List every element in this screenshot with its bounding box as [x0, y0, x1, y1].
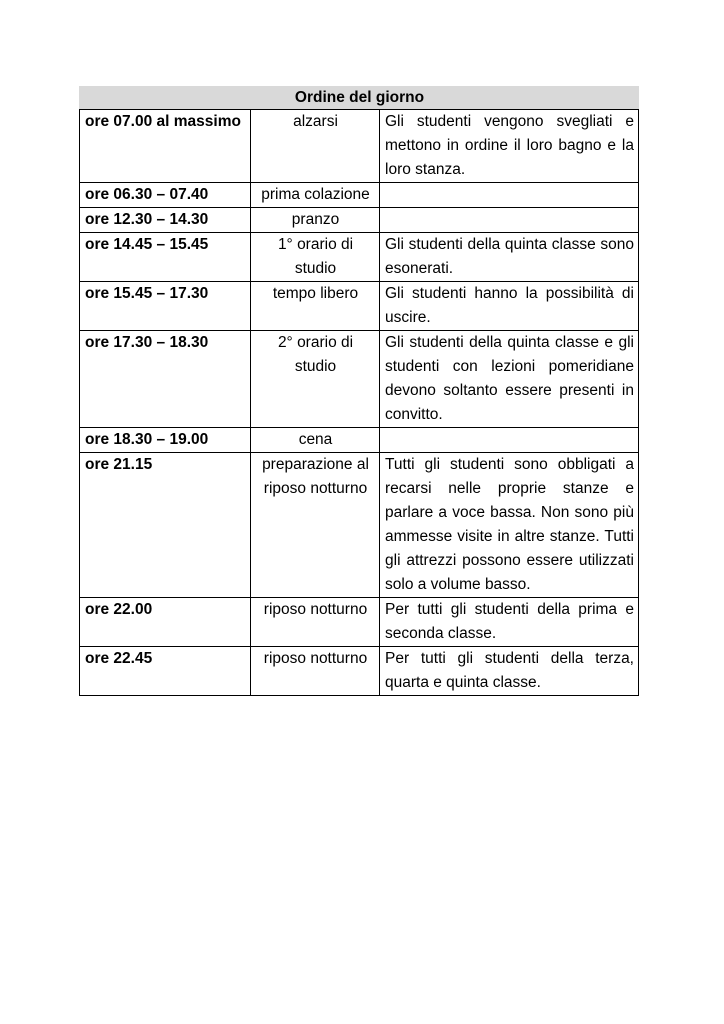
note-cell — [380, 208, 639, 233]
note-cell: Gli studenti della quinta classe sono esonerati. — [380, 233, 639, 282]
note-cell — [380, 183, 639, 208]
time-cell: ore 17.30 – 18.30 — [80, 331, 251, 428]
activity-cell: riposo notturno — [251, 598, 380, 647]
time-cell: ore 15.45 – 17.30 — [80, 282, 251, 331]
activity-cell: 2° orario di studio — [251, 331, 380, 428]
activity-cell: alzarsi — [251, 110, 380, 183]
table-row — [80, 598, 639, 647]
note-cell: Gli studenti hanno la possibilità di uscire. — [380, 282, 639, 331]
activity-cell: 1° orario di studio — [251, 233, 380, 282]
time-cell: ore 18.30 – 19.00 — [80, 428, 251, 453]
time-cell: ore 07.00 al massimo — [80, 110, 251, 183]
activity-cell: tempo libero — [251, 282, 380, 331]
table-row — [80, 233, 639, 282]
time-cell: ore 12.30 – 14.30 — [80, 208, 251, 233]
schedule-table — [79, 86, 639, 696]
table-row — [80, 208, 639, 233]
activity-cell: preparazione al riposo notturno — [251, 453, 380, 598]
time-cell: ore 06.30 – 07.40 — [80, 183, 251, 208]
table-row — [80, 110, 639, 183]
activity-cell: prima colazione — [251, 183, 380, 208]
note-cell: Gli studenti vengono svegliati e mettono in ordine il loro bagno e la loro stanza. — [380, 110, 639, 183]
time-cell: ore 22.45 — [80, 647, 251, 696]
table-row — [80, 647, 639, 696]
time-cell: ore 14.45 – 15.45 — [80, 233, 251, 282]
activity-cell: cena — [251, 428, 380, 453]
time-cell: ore 21.15 — [80, 453, 251, 598]
note-cell: Per tutti gli studenti della prima e seconda classe. — [380, 598, 639, 647]
table-header-row — [80, 87, 639, 110]
activity-cell: pranzo — [251, 208, 380, 233]
table-row — [80, 183, 639, 208]
note-cell: Per tutti gli studenti della terza, quarta e quinta classe. — [380, 647, 639, 696]
table-row — [80, 282, 639, 331]
note-cell — [380, 428, 639, 453]
activity-cell: riposo notturno — [251, 647, 380, 696]
table-row — [80, 453, 639, 598]
table-row — [80, 331, 639, 428]
table-row — [80, 428, 639, 453]
note-cell: Tutti gli studenti sono obbligati a recarsi nelle proprie stanze e parlare a voce bassa. Non sono più ammesse visite in altre stanze. Tutti gli attrezzi possono essere utilizzati solo a volume basso. — [380, 453, 639, 598]
note-cell: Gli studenti della quinta classe e gli studenti con lezioni pomeridiane devono soltanto essere presenti in convitto. — [380, 331, 639, 428]
time-cell: ore 22.00 — [80, 598, 251, 647]
table-title: Ordine del giorno — [80, 87, 639, 110]
